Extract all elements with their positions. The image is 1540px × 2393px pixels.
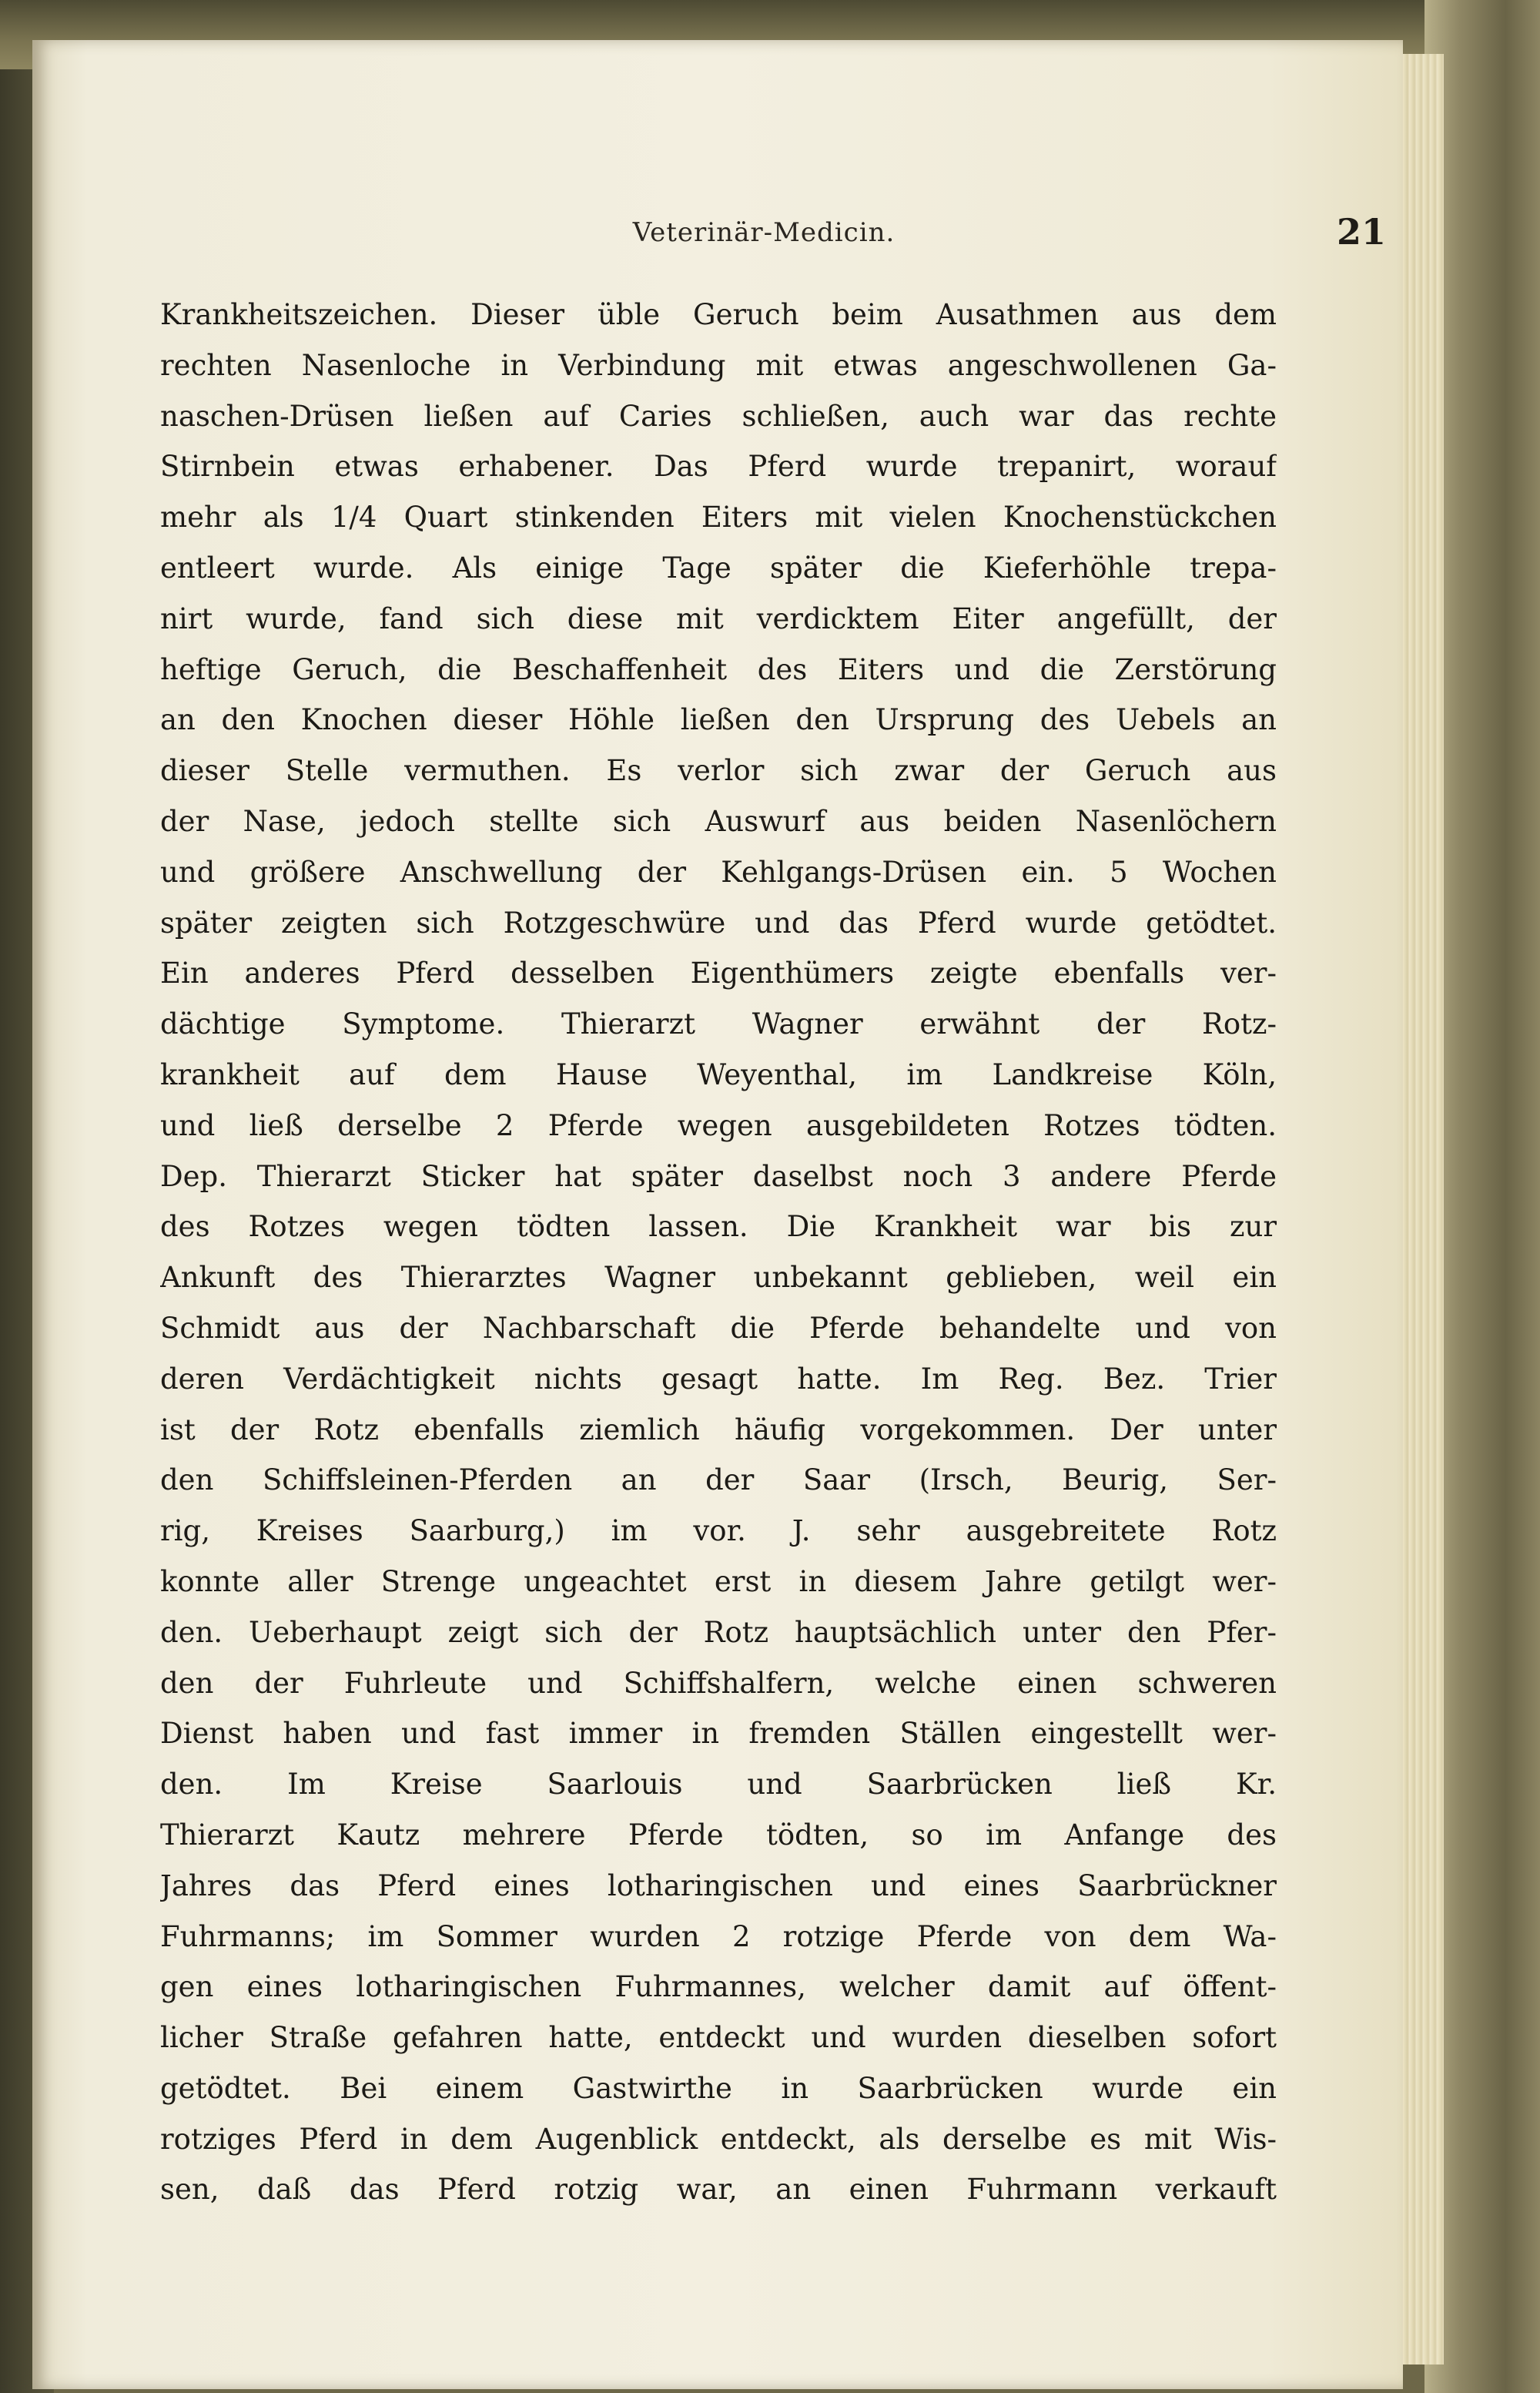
book-page: [32, 40, 1403, 2389]
text-line: heftige Geruch, die Beschaffenheit des Eiters und die Zerstörung: [160, 652, 1277, 686]
text-line: an den Knochen dieser Höhle ließen den Ursprung des Uebels an: [160, 703, 1277, 737]
text-line: Jahres das Pferd eines lotharingischen und eines Saarbrückner: [160, 1868, 1277, 1902]
running-title: Veterinär-Medicin.: [632, 217, 896, 248]
text-line: den. Im Kreise Saarlouis und Saarbrücken ließ Kr.: [160, 1768, 1277, 1801]
text-line: der Nase, jedoch stellte sich Auswurf aus beiden Nasenlöchern: [160, 804, 1277, 838]
body-text: [160, 290, 1277, 2215]
text-line: Dep. Thierarzt Sticker hat später daselbst noch 3 andere Pferde: [160, 1159, 1277, 1193]
text-line: Schmidt aus der Nachbarschaft die Pferde behandelte und von: [160, 1311, 1277, 1345]
text-line: mehr als 1/4 Quart stinkenden Eiters mit vielen Knochenstückchen: [160, 501, 1277, 535]
text-line: naschen-Drüsen ließen auf Caries schließen, auch war das rechte: [160, 399, 1277, 433]
text-line: Krankheitszeichen. Dieser üble Geruch beim Ausathmen aus dem: [160, 298, 1277, 331]
text-line: dächtige Symptome. Thierarzt Wagner erwähnt der Rotz-: [160, 1007, 1277, 1041]
text-line: Stirnbein etwas erhabener. Das Pferd wurde trepanirt, worauf: [160, 450, 1277, 484]
text-line: rechten Nasenloche in Verbindung mit etwas angeschwollenen Ga-: [160, 348, 1277, 382]
text-line: ist der Rotz ebenfalls ziemlich häufig vorgekommen. Der unter: [160, 1413, 1277, 1446]
text-line: später zeigten sich Rotzgeschwüre und das Pferd wurde getödtet.: [160, 906, 1277, 940]
text-line: und ließ derselbe 2 Pferde wegen ausgebildeten Rotzes tödten.: [160, 1108, 1277, 1142]
text-line: Thierarzt Kautz mehrere Pferde tödten, so im Anfange des: [160, 1818, 1277, 1852]
text-line: rig, Kreises Saarburg,) im vor. J. sehr ausgebreitete Rotz: [160, 1514, 1277, 1548]
text-line: nirt wurde, fand sich diese mit verdicktem Eiter angefüllt, der: [160, 602, 1277, 635]
text-line: des Rotzes wegen tödten lassen. Die Krankheit war bis zur: [160, 1210, 1277, 1244]
text-line: den Schiffsleinen-Pferden an der Saar (Irsch, Beurig, Ser-: [160, 1463, 1277, 1497]
text-line: und größere Anschwellung der Kehlgangs-Drüsen ein. 5 Wochen: [160, 855, 1277, 889]
text-line: krankheit auf dem Hause Weyenthal, im Landkreise Köln,: [160, 1057, 1277, 1091]
text-line: den. Ueberhaupt zeigt sich der Rotz hauptsächlich unter den Pfer-: [160, 1615, 1277, 1649]
text-line: konnte aller Strenge ungeachtet erst in diesem Jahre getilgt wer-: [160, 1564, 1277, 1598]
text-line: gen eines lotharingischen Fuhrmannes, welcher damit auf öffent-: [160, 1970, 1277, 2004]
text-line: getödtet. Bei einem Gastwirthe in Saarbrücken wurde ein: [160, 2071, 1277, 2105]
text-line: dieser Stelle vermuthen. Es verlor sich zwar der Geruch aus: [160, 754, 1277, 788]
text-line: Ein anderes Pferd desselben Eigenthümers zeigte ebenfalls ver-: [160, 957, 1277, 990]
text-line: deren Verdächtigkeit nichts gesagt hatte. Im Reg. Bez. Trier: [160, 1362, 1277, 1396]
page-number: 21: [1336, 211, 1386, 253]
text-line: Dienst haben und fast immer in fremden Ställen eingestellt wer-: [160, 1717, 1277, 1751]
text-line: Ankunft des Thierarztes Wagner unbekannt geblieben, weil ein: [160, 1261, 1277, 1295]
text-line: rotziges Pferd in dem Augenblick entdeckt, als derselbe es mit Wis-: [160, 2122, 1277, 2156]
text-line: den der Fuhrleute und Schiffshalfern, welche einen schweren: [160, 1666, 1277, 1700]
text-line: licher Straße gefahren hatte, entdeckt und wurden dieselben sofort: [160, 2021, 1277, 2055]
text-line: Fuhrmanns; im Sommer wurden 2 rotzige Pferde von dem Wa-: [160, 1919, 1277, 1953]
text-line: sen, daß das Pferd rotzig war, an einen Fuhrmann verkauft: [160, 2173, 1277, 2207]
running-head: [217, 211, 1403, 263]
text-line: entleert wurde. Als einige Tage später die Kieferhöhle trepa-: [160, 551, 1277, 585]
